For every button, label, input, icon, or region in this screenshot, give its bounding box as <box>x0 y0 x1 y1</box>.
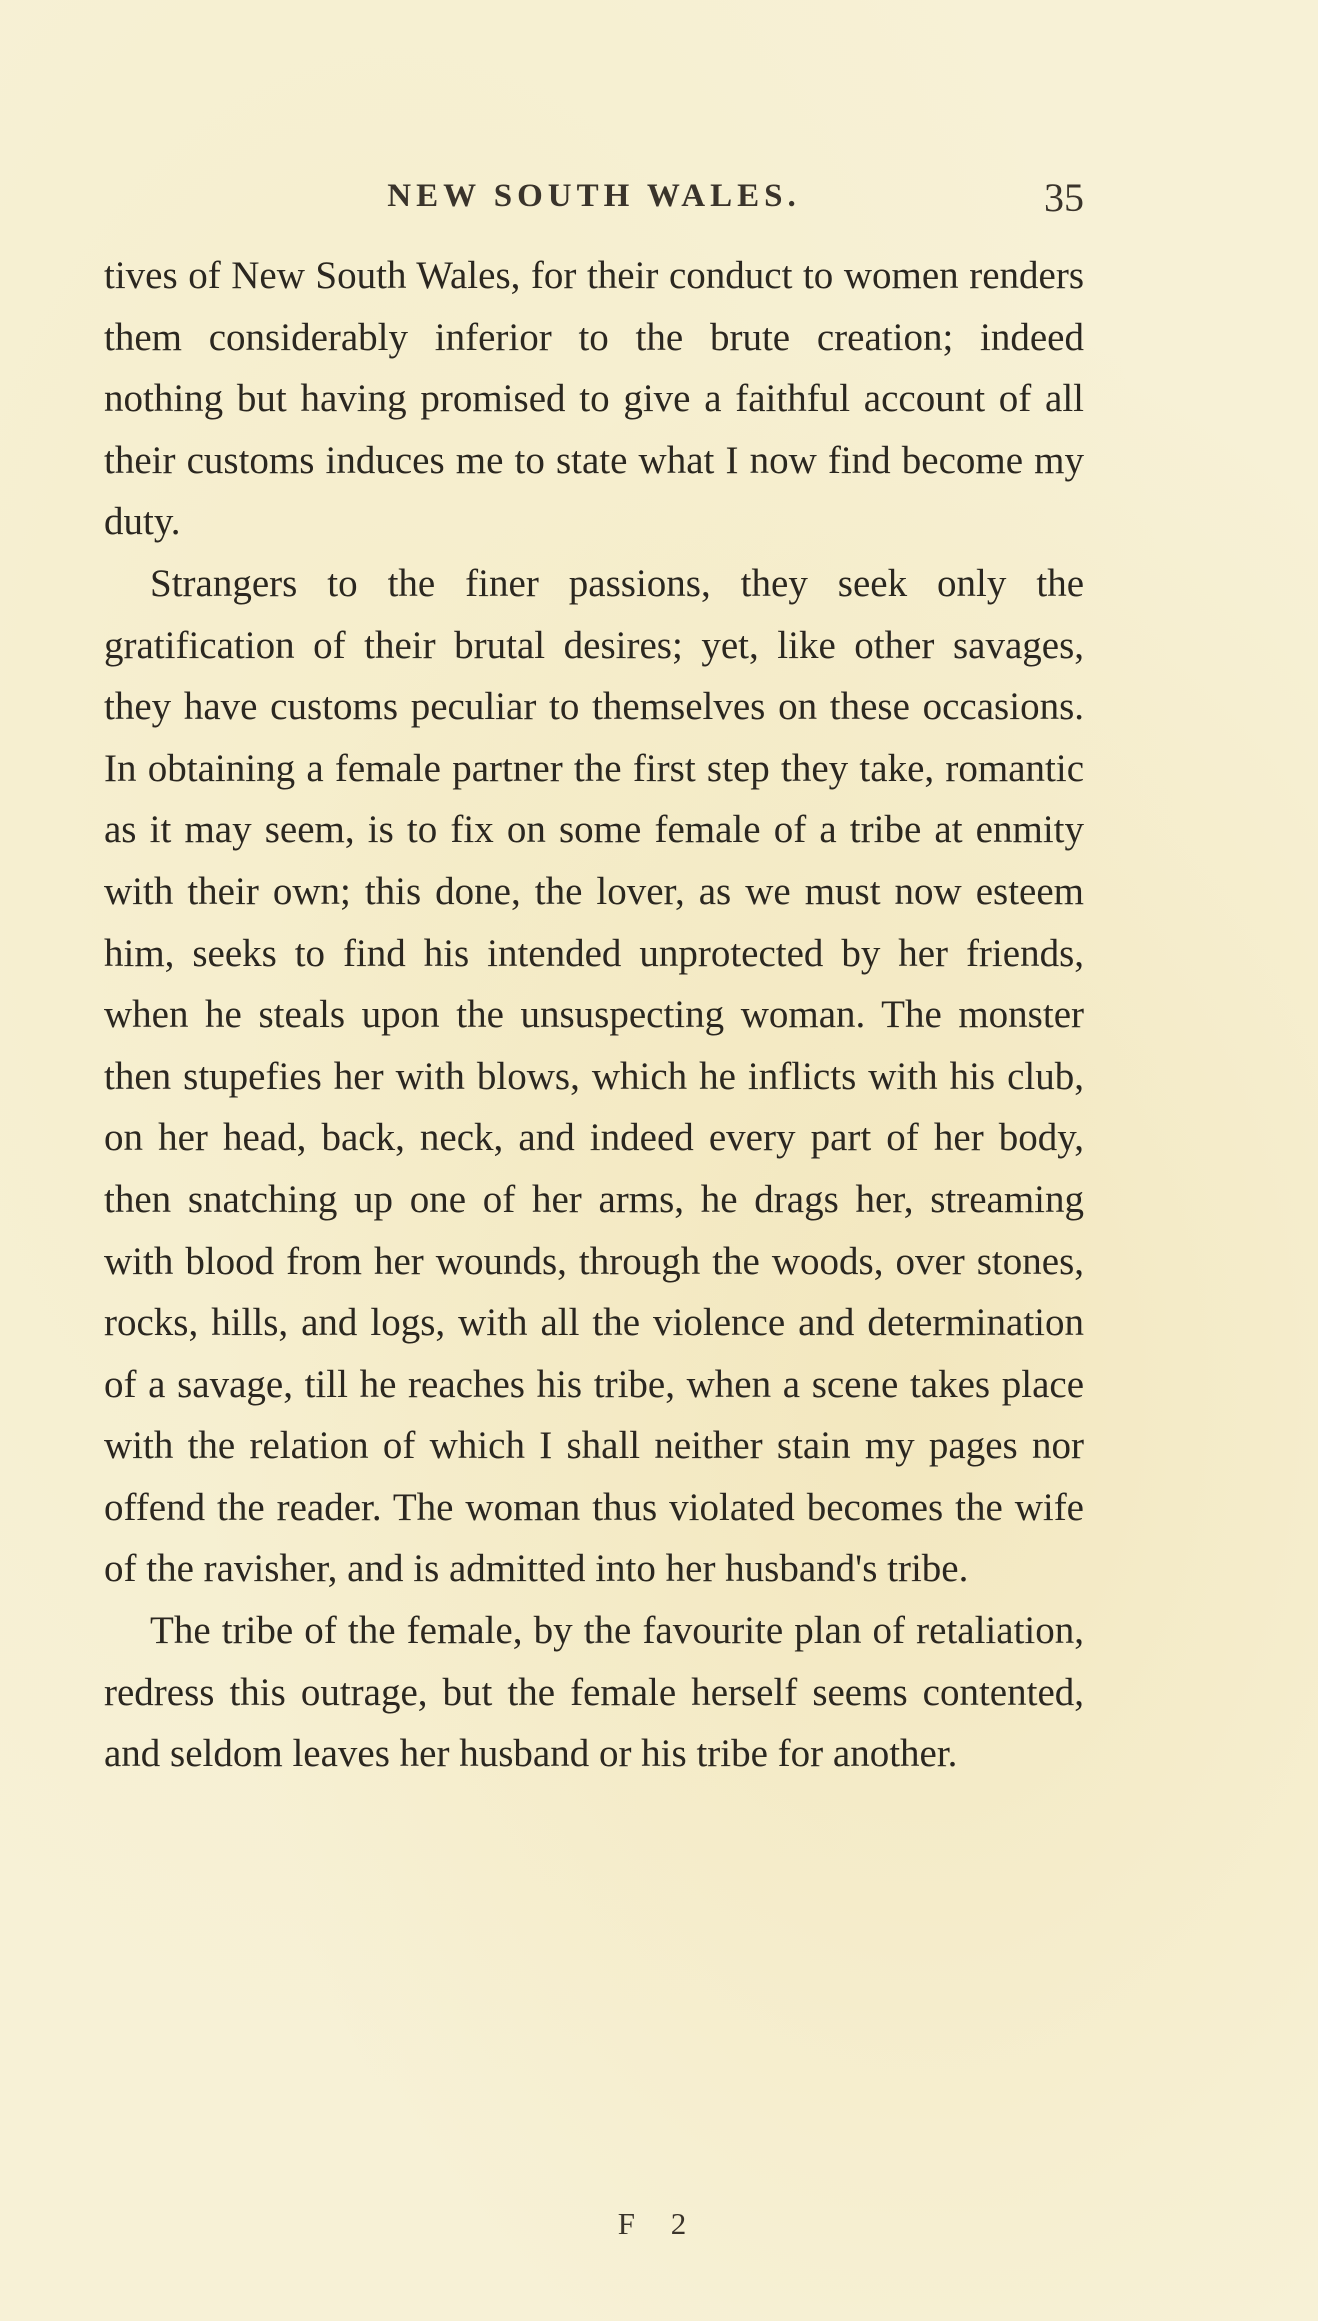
paragraph-strangers: Strangers to the finer passions, they seek only the gratification of their brutal desires; yet, like other savages, they have customs peculiar to themselves on these occasions. In obtaining a female partner the first step they take, romantic as it may seem, is to fix on some female of a tribe at enmity with their own; this done, the lover, as we must now esteem him, seeks to find his intended unprotected by her friends, when he steals upon the unsuspecting woman. The monster then stupefies her with blows, which he inflicts with his club, on her head, back, neck, and indeed every part of her body, then snatching up one of her arms, he drags her, streaming with blood from her wounds, through the woods, over stones, rocks, hills, and logs, with all the violence and determination of a savage, till he reaches his tribe, when a scene takes place with the relation of which I shall neither stain my pages nor offend the reader. The woman thus violated becomes the wife of the ravisher, and is admitted into her husband's tribe. <box>104 561 1084 1591</box>
running-title: NEW SOUTH WALES. <box>387 178 801 214</box>
paragraph-tribe-of-female: The tribe of the female, by the favourite plan of retaliation, redress this outrage, but the female herself seems contented, and seldom leaves her husband or his tribe for another. <box>104 1609 1084 1776</box>
body-text <box>104 245 1084 1785</box>
signature-mark: F 2 <box>617 2206 701 2241</box>
page-number: 35 <box>1044 175 1084 220</box>
running-head <box>104 175 1084 224</box>
paragraph-continuation: tives of New South Wales, for their conduct to women renders them considerably inferior to the brute creation; indeed nothing but having promised to give a faithful account of all their customs induces me to state what I now find become my duty. <box>104 254 1084 544</box>
